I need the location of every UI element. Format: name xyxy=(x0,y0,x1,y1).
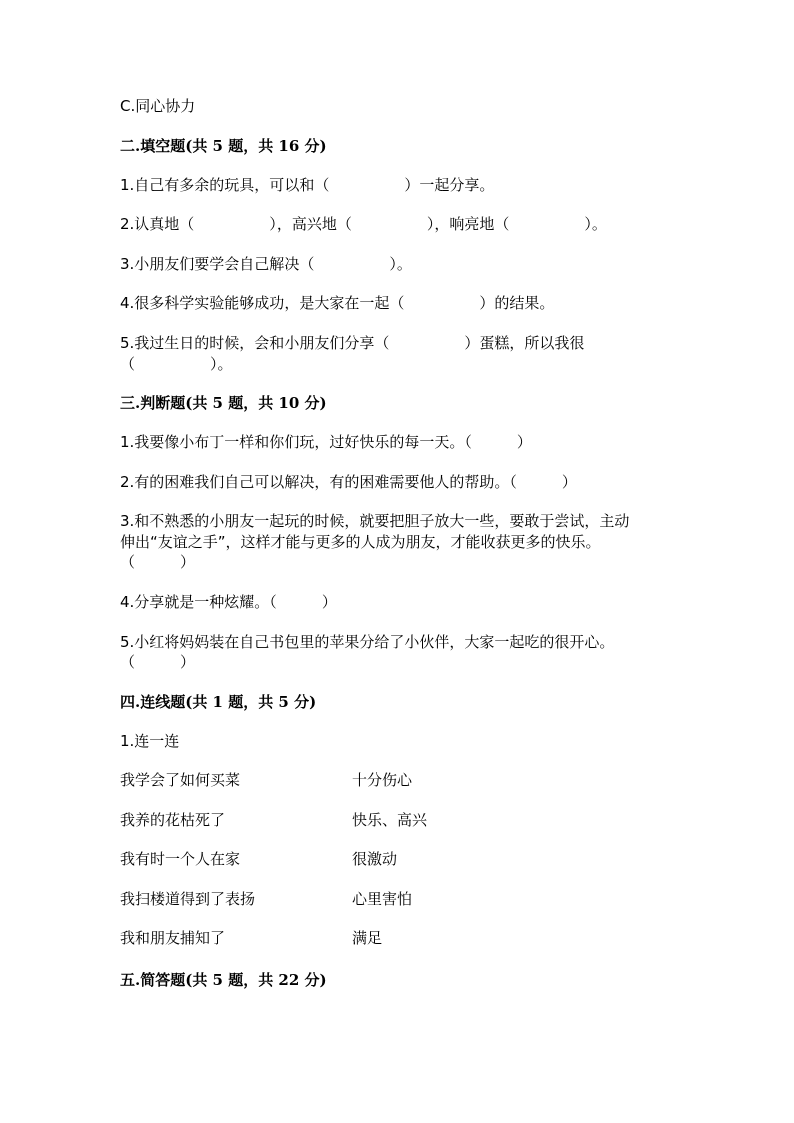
section-heading-match: 四.连线题(共 1 题，共 5 分) xyxy=(120,693,317,711)
match-left-item: 我扫楼道得到了表扬 xyxy=(120,890,256,908)
match-left-item: 我和朋友捕知了 xyxy=(120,929,226,947)
match-left-item: 我养的花枯死了 xyxy=(120,811,226,829)
section-heading-short: 五.简答题(共 5 题，共 22 分) xyxy=(120,971,327,989)
judge-question-5-line-2: （ ） xyxy=(120,653,196,671)
judge-question-2: 2.有的困难我们自己可以解决，有的困难需要他人的帮助。（ ） xyxy=(120,473,577,491)
match-right-item: 很激动 xyxy=(352,850,398,868)
match-right-item: 快乐、高兴 xyxy=(352,811,428,829)
judge-question-5-line-1: 5.小红将妈妈装在自己书包里的苹果分给了小伙伴，大家一起吃的很开心。 xyxy=(120,633,615,651)
match-right-item: 满足 xyxy=(352,929,383,947)
option-c: C.同心协力 xyxy=(120,97,196,115)
fill-question-5-line-2: （ ）。 xyxy=(120,355,233,373)
section-heading-fill: 二.填空题(共 5 题，共 16 分) xyxy=(120,137,327,155)
judge-question-3-line-2: 伸出“友谊之手”，这样才能与更多的人成为朋友，才能收获更多的快乐。 xyxy=(120,533,601,551)
judge-question-3-line-3: （ ） xyxy=(120,553,196,571)
match-left-item: 我学会了如何买菜 xyxy=(120,771,241,789)
section-heading-judge: 三.判断题(共 5 题，共 10 分) xyxy=(120,394,327,412)
fill-question-1: 1.自己有多余的玩具，可以和（ ）一起分享。 xyxy=(120,176,495,194)
match-question-1: 1.连一连 xyxy=(120,732,180,750)
match-left-item: 我有时一个人在家 xyxy=(120,850,241,868)
fill-question-5-line-1: 5.我过生日的时候，会和小朋友们分享（ ）蛋糕，所以我很 xyxy=(120,334,585,352)
judge-question-1: 1.我要像小布丁一样和你们玩，过好快乐的每一天。（ ） xyxy=(120,433,532,451)
fill-question-4: 4.很多科学实验能够成功，是大家在一起（ ）的结果。 xyxy=(120,294,555,312)
fill-question-3: 3.小朋友们要学会自己解决（ ）。 xyxy=(120,255,412,273)
fill-question-2: 2.认真地（ ），高兴地（ ），响亮地（ ）。 xyxy=(120,215,607,233)
match-right-item: 十分伤心 xyxy=(352,771,413,789)
match-right-item: 心里害怕 xyxy=(352,890,413,908)
judge-question-3-line-1: 3.和不熟悉的小朋友一起玩的时候，就要把胆子放大一些，要敢于尝试，主动 xyxy=(120,512,630,530)
judge-question-4: 4.分享就是一种炫耀。（ ） xyxy=(120,593,337,611)
